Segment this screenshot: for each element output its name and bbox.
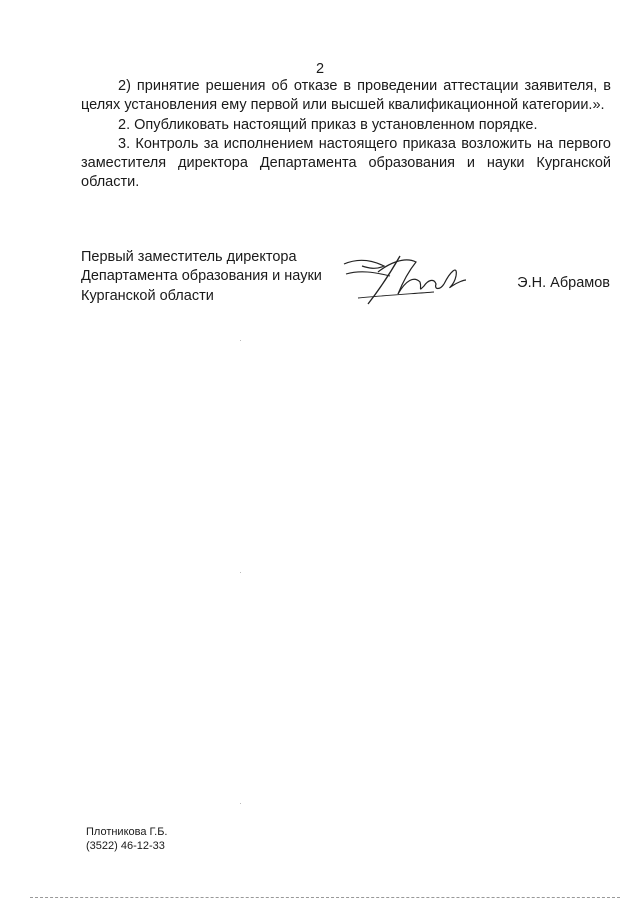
scan-edge-line [30,897,620,898]
document-body [81,77,611,193]
executor-name: Плотникова Г.Б. [86,826,168,838]
paragraph-control: 3. Контроль за исполнением настоящего приказа возложить на первого заместителя директора Департамента образования и науки Курганской области. [81,135,611,191]
scan-speck [240,340,241,341]
signer-position [81,248,322,306]
executor-info [86,825,167,853]
paragraph-refusal-clause: 2) принятие решения об отказе в проведении аттестации заявителя, в целях установления ему первой или высшей квалификационной категории.». [81,78,611,114]
signer-position-line-2: Департамента образования и науки [81,268,322,285]
paragraph-publish: 2. Опубликовать настоящий приказ в установленном порядке. [118,116,538,133]
signer-name: Э.Н. Абрамов [517,275,610,291]
scan-speck [240,803,241,804]
scan-speck [240,572,241,573]
page-number: 2 [315,61,325,77]
signer-position-line-1: Первый заместитель директора [81,249,297,265]
executor-phone: (3522) 46-12-33 [86,840,165,852]
handwritten-signature [338,250,470,308]
signer-position-line-3: Курганской области [81,287,214,304]
